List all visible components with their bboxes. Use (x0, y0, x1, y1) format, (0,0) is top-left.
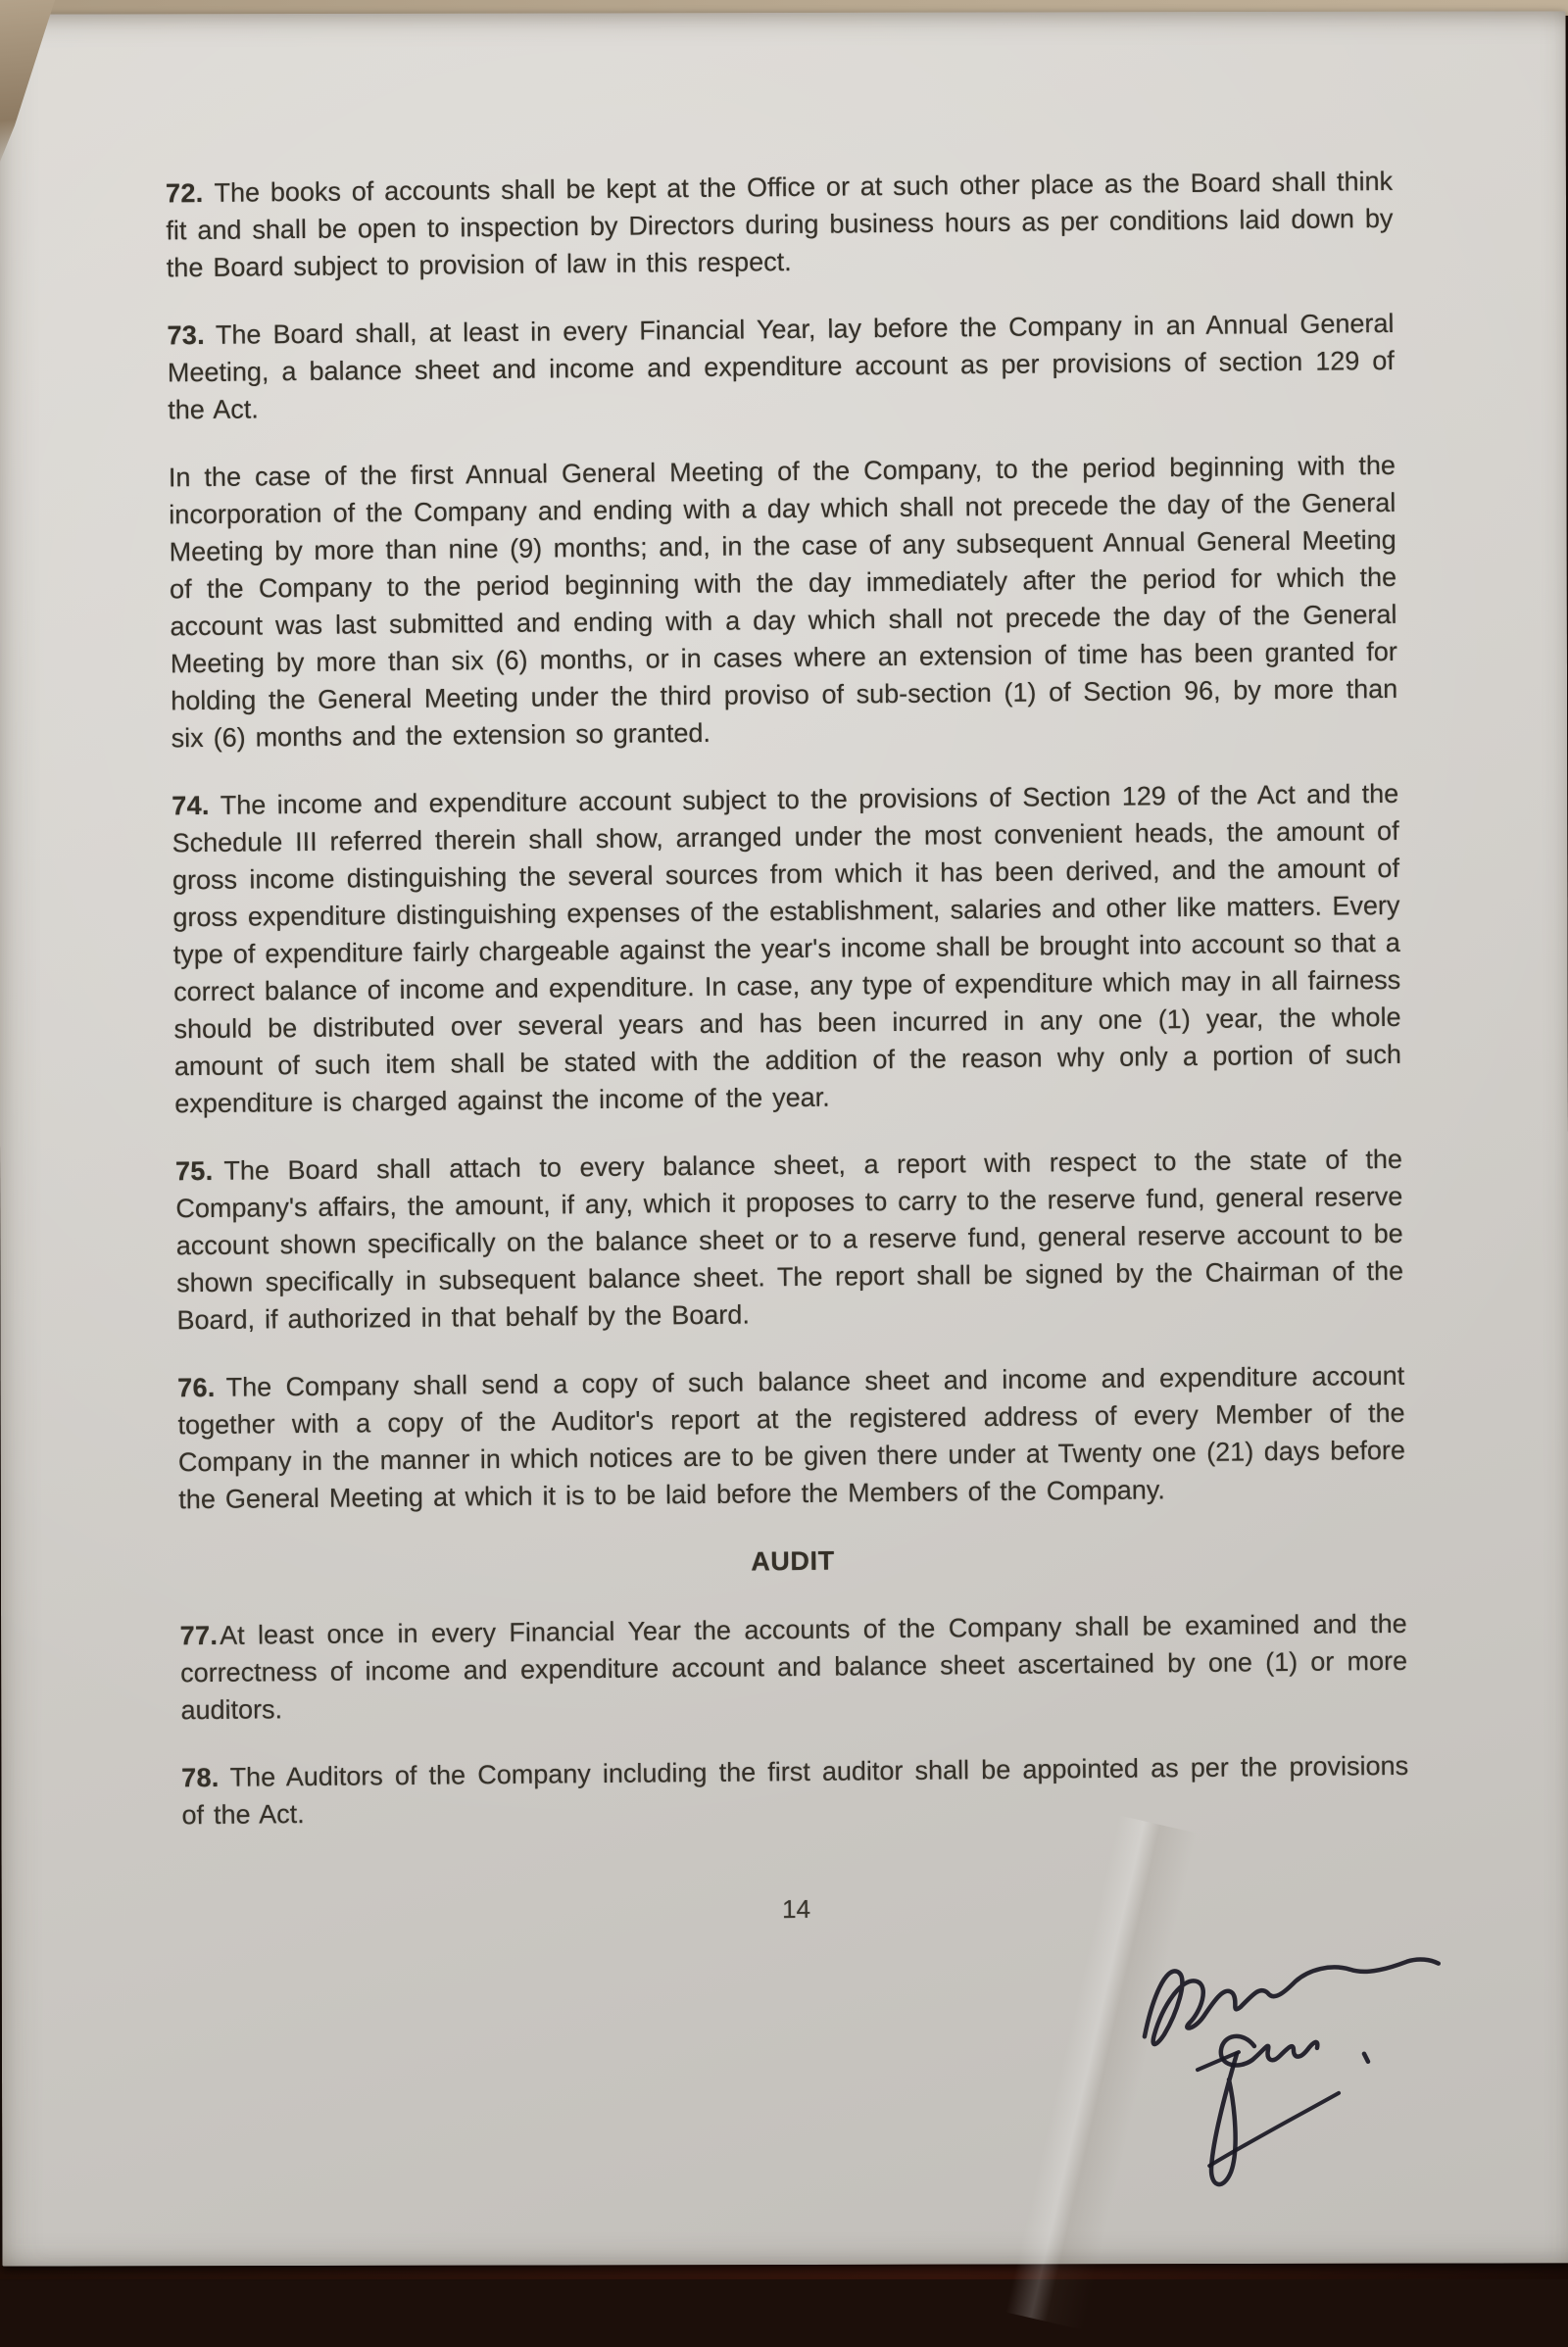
article-number: 75. (174, 1155, 214, 1187)
article-paragraph-73 (167, 305, 1395, 428)
section-heading-audit: AUDIT (751, 1545, 835, 1577)
article-number: 76. (177, 1372, 216, 1403)
page-text-column (166, 163, 1410, 1933)
article-text: At least once in every Financial Year the accounts of the Company shall be examined and the correctness of income and expenditure account and balance sheet ascertained by one (1) or more auditors. (179, 1608, 1408, 1726)
article-number: 72. (165, 177, 204, 209)
article-text: The income and expenditure account subject to the provisions of Section 129 of the Act and the Schedule III referred therein shall show, arranged under the most convenient heads, the amount of gross income distinguishing the several sources from which it has been derived, and the amount of gross expenditure distinguishing expenses of the establishment, salaries and other like matters. Every type of expenditure fairly chargeable against the year's income shall be brought into account so that a correct balance of income and expenditure. In case, any type of expenditure which may in all fairness should be distributed over several years and has been incurred in any one (1) year, the whole amount of such item shall be stated with the addition of the reason why only a portion of such expenditure is charged against the income of the year. (172, 778, 1402, 1119)
article-paragraph-76 (177, 1357, 1405, 1518)
article-number: 73. (167, 319, 206, 351)
article-paragraph-73-continuation (169, 447, 1398, 757)
article-text: The Auditors of the Company including the first auditor shall be appointed as per the provisions of the Act. (181, 1750, 1409, 1831)
article-text: The Board shall, at least in every Financial Year, lay before the Company in an Annual General Meeting, a balance sheet and income and expenditure account as per provisions of section 129 of the Act. (167, 308, 1395, 425)
article-paragraph-74 (172, 775, 1401, 1122)
article-text: The Company shall send a copy of such balance sheet and income and expenditure account together with a copy of the Auditor's report at the registered address of every Member of the Company in the manner in which notices are to be given there under at Twenty one (21) days before the General Meeting at which it is to be laid before the Members of the Company. (177, 1360, 1406, 1515)
handwritten-signature-icon (1107, 1920, 1510, 2225)
article-paragraph-78 (181, 1747, 1409, 1834)
article-text: In the case of the first Annual General Meeting of the Company, to the period beginning with the incorporation of the Company and ending with a day which shall not precede the day of the General Meeting by more than nine (9) months; and, in the case of any subsequent Annual General Meeting of the Company to the period beginning with the day immediately after the period for which the account was last submitted and ending with a day which shall not precede the day of the General Meeting by more than six (6) months, or in cases where an extension of time has been granted for holding the General Meeting under the third proviso of sub-section (1) of Section 96, by more than six (6) months and the extension so granted. (168, 450, 1398, 754)
article-text: The books of accounts shall be kept at the Office or at such other place as the Board shall think fit and shall be open to inspection by Directors during business hours as per conditions laid down by the Board subject to provision of law in this respect. (166, 166, 1394, 283)
article-text: The Board shall attach to every balance sheet, a report with respect to the state of the Company's affairs, the amount, if any, which it proposes to carry to the reserve fund, general reserve account shown specifically on the balance sheet or to a reserve fund, general reserve account to be shown specifically in subsequent balance sheet. The report shall be signed by the Chairman of the Board, if authorized in that behalf by the Board. (175, 1144, 1404, 1336)
article-paragraph-72 (166, 163, 1394, 286)
article-paragraph-77 (180, 1605, 1408, 1729)
article-paragraph-75 (175, 1141, 1404, 1339)
article-number: 74. (172, 790, 210, 821)
page-number: 14 (781, 1893, 811, 1925)
article-number: 77. (179, 1620, 219, 1651)
document-page (0, 11, 1568, 2266)
article-number: 78. (181, 1762, 220, 1793)
